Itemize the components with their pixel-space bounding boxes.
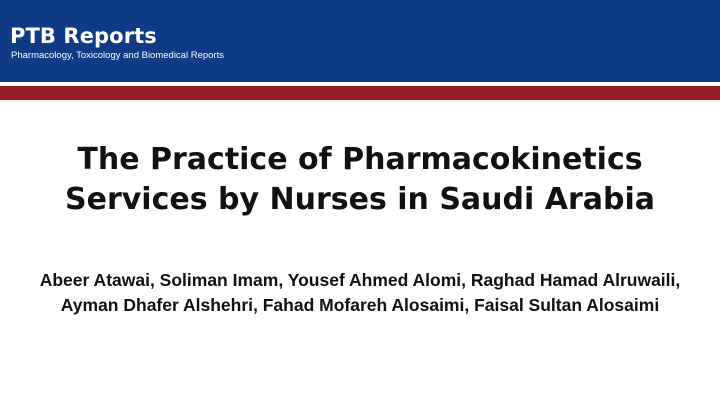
author-list: Abeer Atawai, Soliman Imam, Yousef Ahmed Alomi, Raghad Hamad Alruwaili, Ayman Dhafer Alshehri, Fahad Mofareh Alosaimi, Faisal Sultan Alosaimi bbox=[39, 270, 681, 315]
slide-title: The Practice of Pharmacokinetics Services by Nurses in Saudi Arabia bbox=[64, 142, 655, 217]
journal-header bbox=[0, 0, 720, 82]
journal-logo-text: PTB Reports bbox=[10, 24, 157, 48]
journal-tagline: Pharmacology, Toxicology and Biomedical Reports bbox=[11, 50, 224, 61]
accent-band bbox=[0, 86, 720, 100]
